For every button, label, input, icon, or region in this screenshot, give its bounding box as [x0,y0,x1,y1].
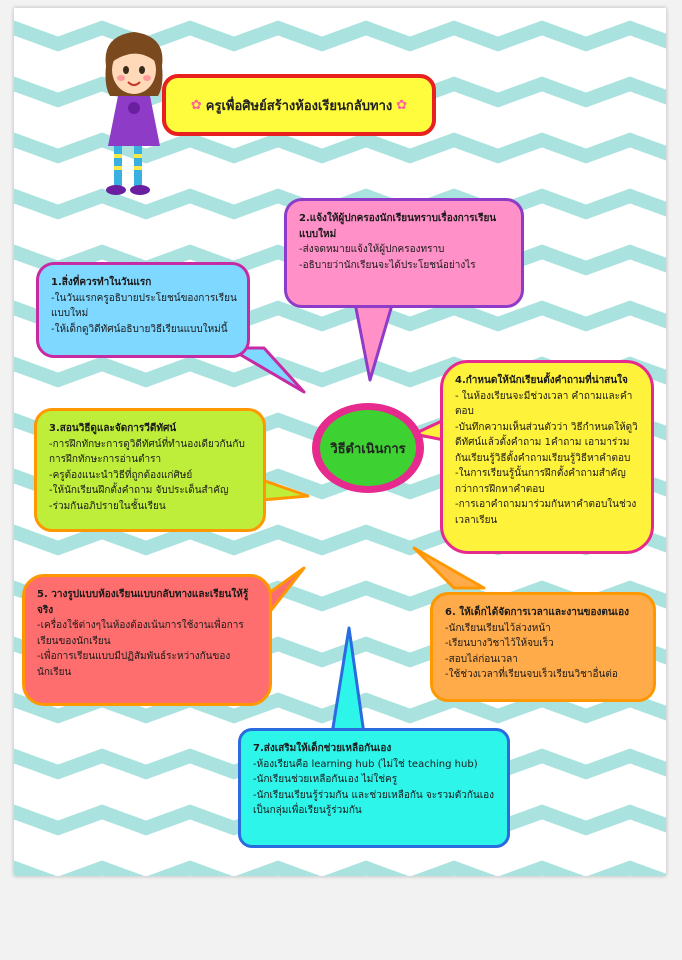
bubble-step-1 [36,262,250,358]
step-7-line: -นักเรียนเรียนรู้ร่วมกัน และช่วยเหลือกัน จะรวมตัวกันเองเป็นกลุ่มเพื่อเรียนรู้ร่วมกัน [253,789,495,816]
step-5-title: 5. วางรูปแบบห้องเรียนแบบกลับทางและเรียนให้รู้จริง [37,589,249,616]
step-3-line: -ครูต้องแนะนำวิธีที่ถูกต้องแก่ศิษย์ [49,469,193,481]
step-7-line: -ห้องเรียนคือ learning hub (ไม่ใช่ teaching hub) [253,758,478,770]
step-6-line: -นักเรียนเรียนไว้ล่วงหน้า [445,622,551,634]
step-6-line: -เรียนบางวิชาไว้ให้จบเร็ว [445,638,554,649]
step-2-line: -อธิบายว่านักเรียนจะได้ประโยชน์อย่างไร [299,259,476,271]
bubble-step-7 [238,728,510,848]
step-3-line: -ให้นักเรียนฝึกตั้งคำถาม จับประเด็นสำคัญ [49,485,229,496]
flower-icon: ✿ [190,97,202,113]
center-node [312,403,424,493]
center-label: วิธีดำเนินการ [330,441,406,457]
bubble-step-2 [284,198,524,308]
step-1-line: -ให้เด็กดูวิดีทัศน์อธิบายวิธีเรียนแบบใหม่นี้ [51,323,228,335]
flower-icon: ✿ [396,97,408,113]
step-4-line: - ในห้องเรียนจะมีช่วงเวลา คำถามและคำตอบ [455,390,633,417]
step-3-line: -การฝึกทักษะการดูวิดีทัศน์ที่ทำนองเดียวกันกับการฝึกทักษะการอ่านตำรา [49,438,245,465]
step-1-line: -ในวันแรกครูอธิบายประโยชน์ของการเรียนแบบใหม่ [51,292,237,319]
step-3-title: 3.สอนวิธีดูและจัดการวีดีทัศน์ [49,423,177,434]
step-7-line: -นักเรียนช่วยเหลือกันเอง ไม่ใช่ครู [253,774,398,785]
bubble-step-6 [430,592,656,702]
step-6-title: 6. ให้เด็กได้จัดการเวลาและงานของตนเอง [445,607,630,618]
step-4-title: 4.กำหนดให้นักเรียนตั้งคำถามที่น่าสนใจ [455,375,628,386]
bubble-step-5 [22,574,272,706]
step-4-line: -ในการเรียนรู้นั้นการฝึกตั้งคำถามสำคัญกว่าการฝึกหาคำตอบ [455,468,626,495]
step-7-title: 7.ส่งเสริมให้เด็กช่วยเหลือกันเอง [253,743,392,754]
step-4-line: -บันทึกความเห็นส่วนตัวว่า วิธีกำหนดให้ดูวิดีทัศน์แล้วตั้งคำถาม 1คำถาม เอามาร่วมกันเรียนรู้วิธีตั้งคำถามเรียนรู้วิธีหาคำตอบ [455,421,638,464]
step-6-line: -ใช้ช่วงเวลาที่เรียนจบเร็วเรียนวิชาอื่นต่อ [445,669,618,680]
step-2-line: -ส่งจดหมายแจ้งให้ผู้ปกครองทราบ [299,244,445,255]
step-6-line: -สอบไล่ก่อนเวลา [445,653,518,665]
poster [14,8,666,876]
step-2-title: 2.แจ้งให้ผู้ปกครองนักเรียนทราบเรื่องการเรียนแบบใหม่ [299,213,497,240]
step-4-line: -การเอาคำถามมาร่วมกันหาคำตอบในช่วงเวลาเรียน [455,499,637,526]
title-text: ครูเพื่อศิษย์สร้างห้องเรียนกลับทาง [205,98,393,114]
step-3-line: -ร่วมกันอภิปรายในชั้นเรียน [49,500,166,512]
step-5-line: -เพื่อการเรียนแบบมีปฏิสัมพันธ์ระหว่างกันของนักเรียน [37,651,231,678]
bubble-step-4 [440,360,654,554]
step-1-title: 1.สิ่งที่ควรทำในวันแรก [51,277,152,288]
step-5-line: -เครื่องใช้ต่างๆในห้องต้องเน้นการใช้งานเพื่อการเรียนของนักเรียน [37,620,244,647]
bubble-step-3 [34,408,266,532]
